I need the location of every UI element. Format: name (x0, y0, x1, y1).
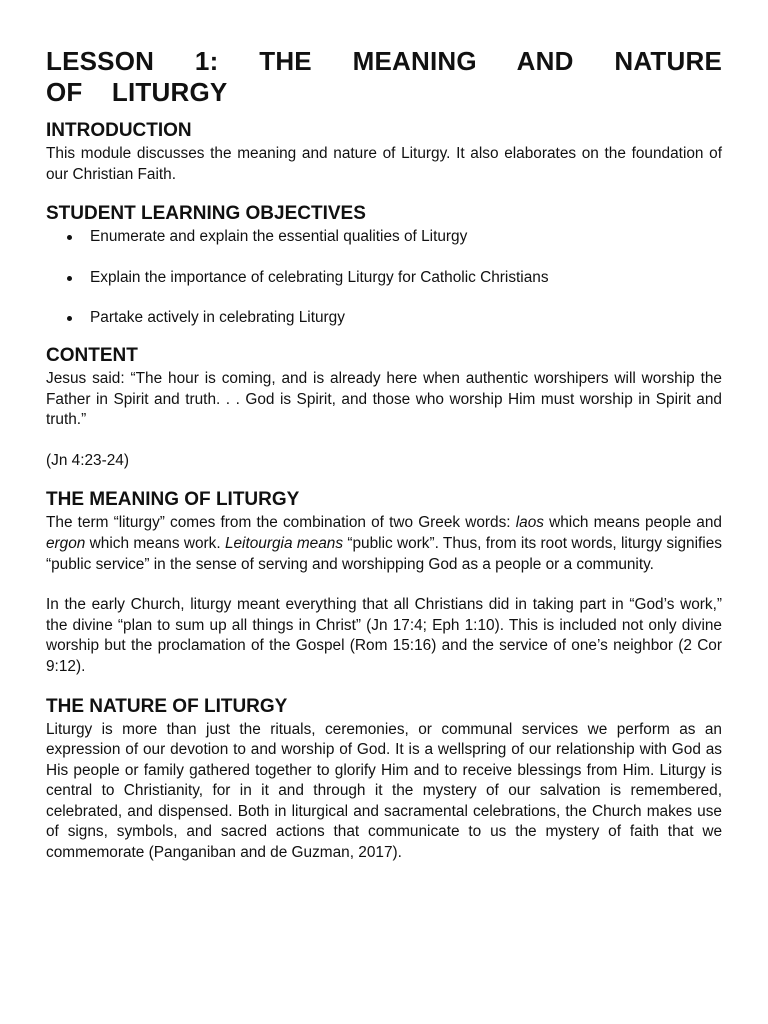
nature-section (46, 696, 722, 864)
objective-text: Explain the importance of celebrating Liturgy for Catholic Christians (90, 268, 549, 286)
lesson-title: LESSON 1: THE MEANING AND NATURE OF LITURGY (46, 46, 722, 107)
objective-text: Enumerate and explain the essential qualities of Liturgy (90, 228, 468, 246)
objective-item (46, 308, 722, 329)
document-page (46, 46, 722, 864)
meaning-text: “public work”. Thus, from its root words, liturgy signifies “public service” in the sense of serving and worshipping God as a people or a community. (46, 534, 722, 573)
bullet-icon (67, 316, 72, 321)
bullet-icon (67, 276, 72, 281)
content-citation: (Jn 4:23-24) (46, 451, 129, 469)
bullet-icon (67, 235, 72, 240)
objectives-list (46, 227, 722, 329)
objective-text: Partake actively in celebrating Liturgy (90, 309, 345, 327)
nature-text: Liturgy is more than just the rituals, ceremonies, or communal services we perform as an expression of our devotion to and worship of God. It is a wellspring of our relationship with God as His people or family gathered together to glorify Him and to receive blessings from Him. Liturgy is central to Christianity, for in it and through it the mystery of our salvation is remembered, celebrated, and dispensed. Both in liturgical and sacramental celebrations, the Church makes use of signs, symbols, and sacred actions that communicate to us the mystery of faith that we commemorate (Panganiban and de Guzman, 2017). (46, 720, 722, 862)
term-laos: laos (515, 514, 544, 532)
introduction-heading: INTRODUCTION (46, 120, 192, 141)
term-leitourgia: Leitourgia means (224, 534, 344, 552)
meaning-text: which means people and (543, 514, 722, 532)
objectives-heading: STUDENT LEARNING OBJECTIVES (46, 203, 366, 225)
content-section (46, 345, 722, 471)
meaning-paragraph-2: In the early Church, liturgy meant everything that all Christians did in taking part in “God’s work,” the divine “plan to sum up all things in Christ” (Jn 17:4; Eph 1:10). This is included not only divine worship but the proclamation of the Gospel (Rom 15:16) and the service of one’s neighbor (2 Cor 9:12). (46, 596, 722, 675)
objective-item (46, 268, 722, 289)
meaning-heading: THE MEANING OF LITURGY (46, 489, 300, 511)
meaning-paragraph-1 (46, 513, 722, 575)
introduction-section (46, 120, 722, 185)
meaning-text: which means work. (85, 534, 225, 552)
introduction-text: This module discusses the meaning and nature of Liturgy. It also elaborates on the foundation of our Christian Faith. (46, 145, 722, 183)
meaning-section (46, 489, 722, 677)
term-ergon: ergon (46, 534, 86, 552)
objective-item (46, 227, 722, 248)
nature-heading: THE NATURE OF LITURGY (46, 695, 288, 717)
objectives-section (46, 203, 722, 329)
content-heading: CONTENT (46, 344, 138, 366)
content-quote: Jesus said: “The hour is coming, and is already here when authentic worshipers will worship the Father in Spirit and truth. . . God is Spirit, and those who worship Him must worship in Spirit and truth.” (46, 369, 722, 429)
meaning-text: The term “liturgy” comes from the combination of two Greek words: (46, 514, 516, 532)
